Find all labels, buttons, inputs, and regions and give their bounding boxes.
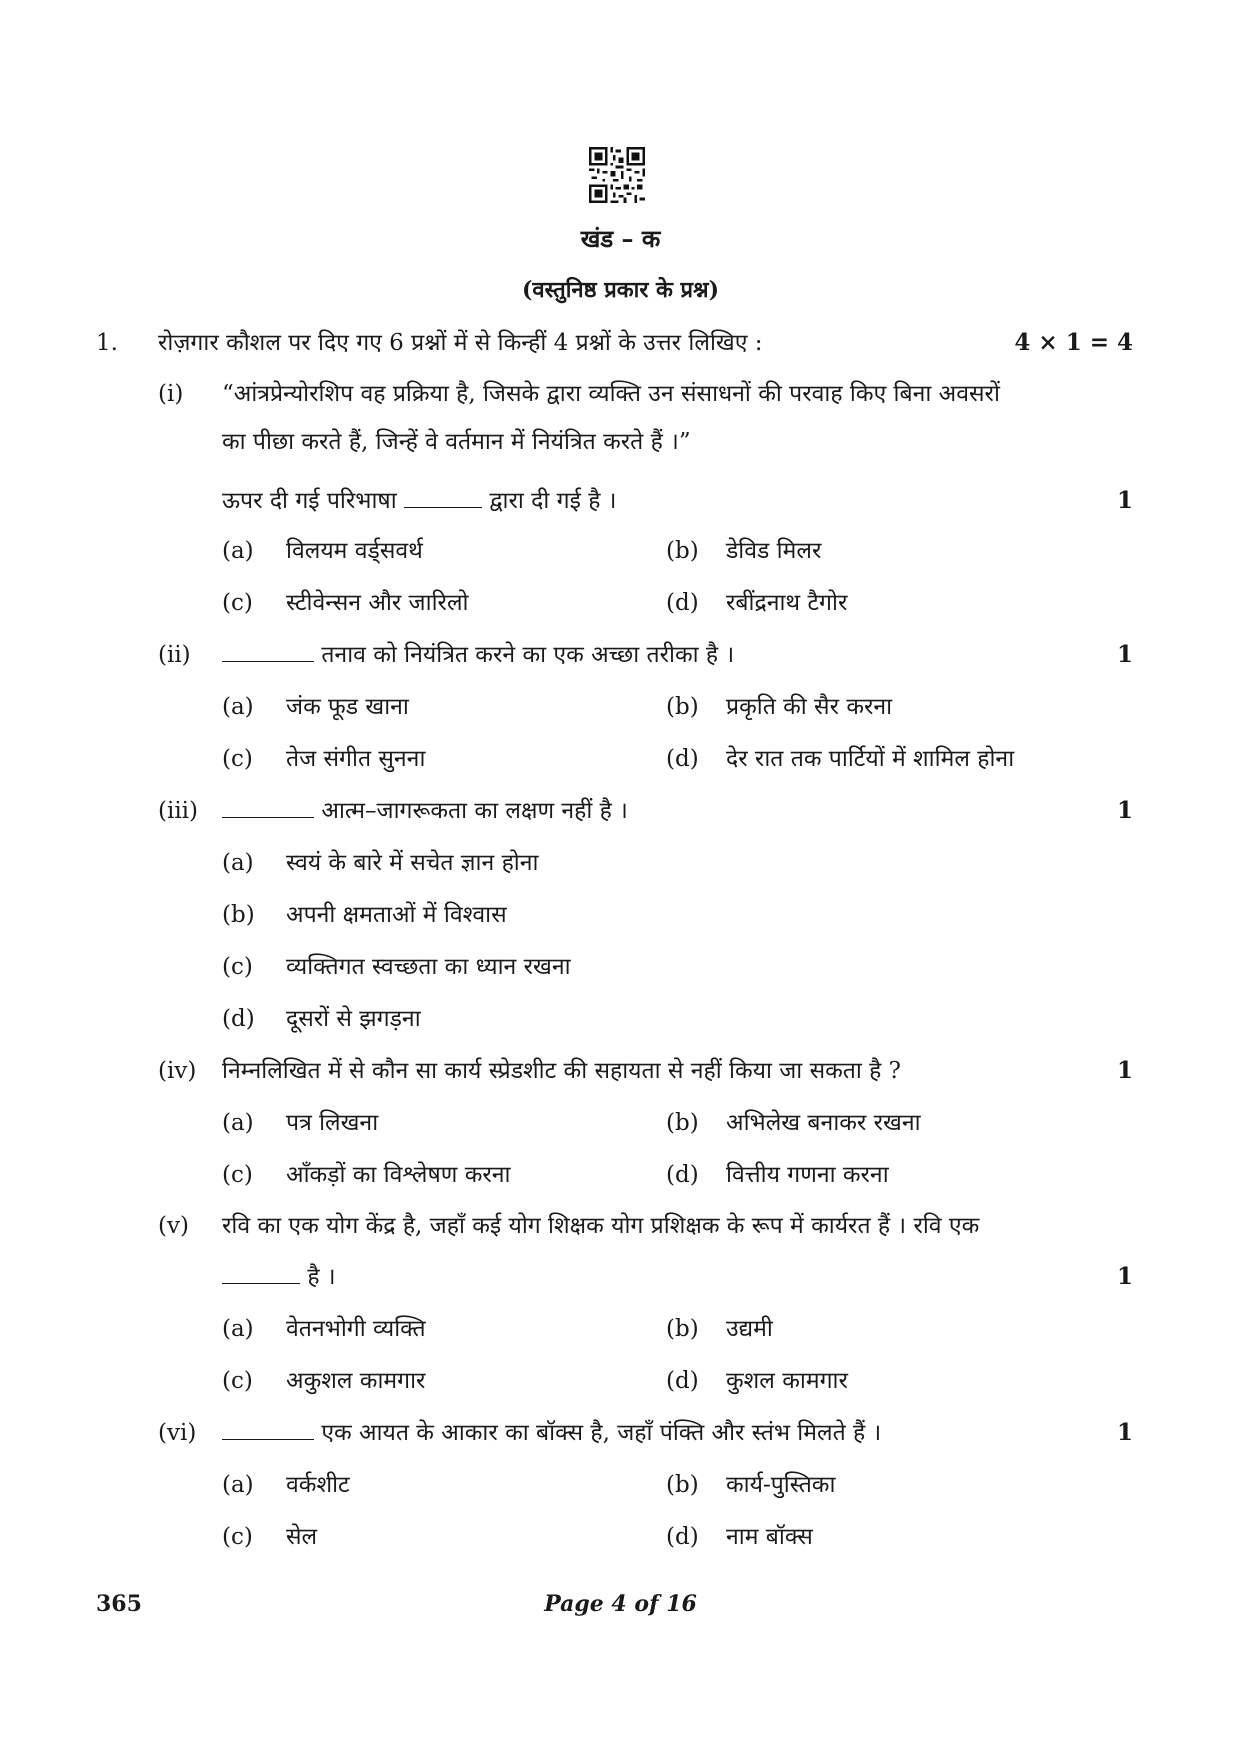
part-label: (ii) (158, 642, 191, 668)
answer-blank (222, 797, 314, 818)
part-mark: 1 (1116, 1057, 1133, 1084)
option-label: (d) (666, 590, 699, 616)
option-text: नाम बॉक्स (726, 1524, 813, 1550)
part-label: (iv) (158, 1058, 197, 1084)
stem-after: एक आयत के आकार का बॉक्स है, जहाँ पंक्ति और स्तंभ मिलते हैं । (321, 1420, 882, 1446)
option-label: (d) (666, 1368, 699, 1394)
option-label: (d) (666, 1524, 699, 1550)
option-label: (b) (666, 694, 699, 720)
option-label: (c) (222, 590, 253, 616)
option-label: (c) (222, 1162, 253, 1188)
option-text: स्टीवेन्सन और जारिलो (286, 590, 469, 616)
option-text: कार्य-पुस्तिका (726, 1472, 836, 1498)
part-text-line: का पीछा करते हैं, जिन्हें वे वर्तमान में नियंत्रित करते हैं ।” (222, 429, 691, 455)
stem-before: ऊपर दी गई परिभाषा (222, 488, 397, 514)
option-text: अभिलेख बनाकर रखना (726, 1110, 921, 1136)
part-text-line: “आंत्रप्रेन्योरशिप वह प्रक्रिया है, जिसके द्वारा व्यक्ति उन संसाधनों की परवाह किए बिना अवसरों (222, 381, 1000, 407)
option-text: वित्तीय गणना करना (726, 1162, 889, 1188)
part-mark: 1 (1116, 641, 1133, 668)
page-number: Page 4 of 16 (544, 1591, 697, 1617)
question-instruction: रोज़गार कौशल पर दिए गए 6 प्रश्नों में से किन्हीं 4 प्रश्नों के उत्तर लिखिए : (158, 330, 763, 356)
part-mark: 1 (1116, 797, 1133, 824)
option-label: (a) (222, 538, 254, 564)
part-label: (iii) (158, 798, 199, 824)
option-label: (a) (222, 1110, 254, 1136)
option-text: वर्कशीट (286, 1472, 350, 1498)
option-text: कुशल कामगार (726, 1368, 848, 1394)
answer-blank (222, 1419, 314, 1440)
option-label: (b) (666, 1316, 699, 1342)
option-text: सेल (286, 1524, 318, 1550)
option-label: (b) (666, 1472, 699, 1498)
stem-after: तनाव को नियंत्रित करने का एक अच्छा तरीका है । (321, 642, 735, 668)
option-text: अपनी क्षमताओं में विश्वास (286, 902, 507, 928)
option-text: रबींद्रनाथ टैगोर (726, 590, 848, 616)
option-label: (d) (666, 746, 699, 772)
option-text: वेतनभोगी व्यक्ति (286, 1316, 426, 1342)
option-text: विलयम वर्ड्सवर्थ (286, 538, 423, 564)
option-text: उद्यमी (726, 1316, 773, 1342)
stem-after: है । (307, 1264, 336, 1290)
option-label: (b) (666, 538, 699, 564)
option-text: अकुशल कामगार (286, 1368, 426, 1394)
stem-after: द्वारा दी गई है । (489, 488, 617, 514)
part-mark: 1 (1116, 1263, 1133, 1290)
option-text: जंक फूड खाना (286, 694, 409, 720)
option-text: प्रकृति की सैर करना (726, 694, 893, 720)
option-label: (a) (222, 1472, 254, 1498)
option-label: (d) (222, 1006, 255, 1032)
section-subtitle: (वस्तुनिष्ठ प्रकार के प्रश्न) (521, 277, 720, 303)
option-text: स्वयं के बारे में सचेत ज्ञान होना (286, 850, 539, 876)
option-label: (a) (222, 694, 254, 720)
part-stem (222, 1418, 881, 1448)
question-number: 1. (96, 330, 118, 356)
option-label: (a) (222, 1316, 254, 1342)
part-text-line: रवि का एक योग केंद्र है, जहाँ कई योग शिक्षक योग प्रशिक्षक के रूप में कार्यरत हैं । रवि एक (222, 1213, 980, 1239)
part-mark: 1 (1116, 1419, 1133, 1446)
option-label: (c) (222, 746, 253, 772)
option-text: तेज संगीत सुनना (286, 746, 426, 772)
part-stem (222, 796, 628, 826)
part-stem: निम्नलिखित में से कौन सा कार्य स्प्रेडशीट की सहायता से नहीं किया जा सकता है ? (222, 1058, 902, 1084)
option-text: आँकड़ों का विश्लेषण करना (286, 1162, 511, 1188)
question-total-marks: 4 × 1 = 4 (1014, 329, 1133, 356)
option-text: पत्र लिखना (286, 1110, 379, 1136)
part-label: (v) (158, 1213, 189, 1239)
part-label: (vi) (158, 1420, 197, 1446)
section-title: खंड – क (580, 224, 661, 253)
option-text: डेविड मिलर (726, 538, 822, 564)
part-stem (222, 1262, 336, 1292)
option-label: (c) (222, 954, 253, 980)
option-label: (c) (222, 1368, 253, 1394)
answer-blank (404, 487, 482, 508)
option-label: (b) (666, 1110, 699, 1136)
option-text: दूसरों से झगड़ना (286, 1006, 421, 1032)
qr-code (589, 147, 645, 203)
option-text: व्यक्तिगत स्वच्छता का ध्यान रखना (286, 954, 571, 980)
option-label: (c) (222, 1524, 253, 1550)
paper-code: 365 (96, 1591, 142, 1617)
answer-blank (222, 1263, 300, 1284)
option-text: देर रात तक पार्टियों में शामिल होना (726, 746, 1015, 772)
answer-blank (222, 641, 314, 662)
option-label: (d) (666, 1162, 699, 1188)
option-label: (a) (222, 850, 254, 876)
part-stem (222, 486, 616, 516)
part-label: (i) (158, 381, 184, 407)
part-stem (222, 640, 734, 670)
stem-after: आत्म–जागरूकता का लक्षण नहीं है । (321, 798, 628, 824)
option-label: (b) (222, 902, 255, 928)
part-mark: 1 (1116, 487, 1133, 514)
